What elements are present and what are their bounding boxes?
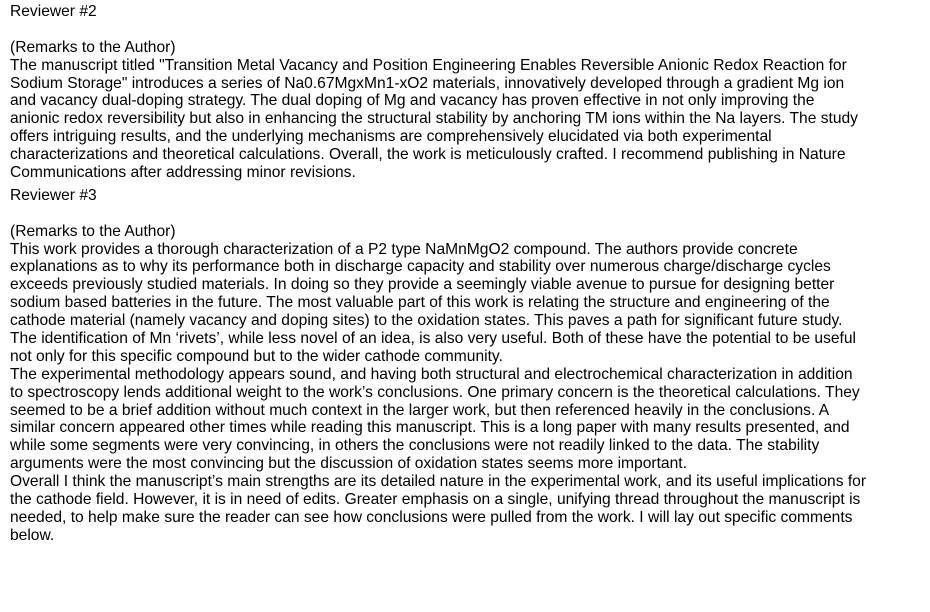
reviewer-3-line: not only for this specific compound but to the wider cathode community. [10,347,503,365]
reviewer-2-line: Sodium Storage" introduces a series of Na0.67MgxMn1-xO2 materials, innovatively developed through a gradient Mg ion [10,74,845,92]
reviewer-3-line: cathode material (namely vacancy and doping sites) to the oxidation states. This paves a path for significant future study. [10,312,843,330]
reviewer-2-heading: Reviewer #2 [10,3,97,20]
reviewer-3-line: Overall I think the manuscript’s main strengths are its detailed nature in the experimental work, and its useful implications for [10,473,867,491]
reviewer-3-line: below. [10,526,55,544]
reviewer-3-line: exceeds previously studied materials. In doing so they provide a seemingly viable avenue to pursue for designing better [10,276,835,294]
reviewer-2-line: anionic redox reversibility but also in enhancing the structural stability by anchoring TM ions within the Na layers. The study [10,110,858,128]
reviewer-2-line: Communications after addressing minor revisions. [10,164,356,182]
reviewer-2-line: The manuscript titled "Transition Metal Vacancy and Position Engineering Enables Reversible Anionic Redox Reaction for [10,56,847,74]
reviewer-3-line: This work provides a thorough characterization of a P2 type NaMnMgO2 compound. The authors provide concrete [10,240,798,258]
reviewer-3-line: The identification of Mn ‘rivets’, while less novel of an idea, is also very useful. Both of these have the potential to be useful [10,330,857,348]
reviewer-3-line: similar concern appeared other times while reading this manuscript. This is a long paper with many results presented, and [10,419,850,437]
reviewer-3-line: the cathode field. However, it is in need of edits. Greater emphasis on a single, unifying thread throughout the manuscript is [10,491,861,509]
reviewer-2-remarks-label: (Remarks to the Author) [10,38,176,56]
reviewer-3-line: explanations as to why its performance both in discharge capacity and stability over numerous charge/discharge cycles [10,258,831,276]
reviewer-2-body [10,57,926,182]
reviewer-2-line: characterizations and theoretical calculations. Overall, the work is meticulously crafted. I recommend publishing in Nature [10,146,846,164]
reviewer-3-line: while some segments were very convincing, in others the conclusions were not readily linked to the data. The stability [10,437,820,455]
reviewer-3-line: seemed to be a brief addition without much context in the larger work, but then referenced heavily in the conclusions. A [10,401,830,419]
reviewer-3-line: The experimental methodology appears sound, and having both structural and electrochemical characterization in addition [10,365,853,383]
reviewer-2-line: and vacancy dual-doping strategy. The dual doping of Mg and vacancy has proven effective in not only improving the [10,92,815,110]
spacer [10,21,926,39]
reviewer-3-body [10,241,926,545]
reviewer-3-line: to spectroscopy lends additional weight to the work’s conclusions. One primary concern is the theoretical calculations. They [10,383,860,401]
review-document [10,3,926,545]
reviewer-3-line: needed, to help make sure the reader can see how conclusions were pulled from the work. I will lay out specific comments [10,508,853,526]
clipped-text-fragment [10,182,926,187]
spacer [10,205,926,223]
reviewer-3-remarks-label: (Remarks to the Author) [10,222,176,240]
reviewer-3-line: arguments were the most convincing but the discussion of oxidation states seems more important. [10,455,687,473]
reviewer-3-heading: Reviewer #3 [10,186,97,204]
reviewer-2-line: offers intriguing results, and the underlying mechanisms are comprehensively elucidated via both experimental [10,128,772,146]
reviewer-3-line: sodium based batteries in the future. The most valuable part of this work is relating the structure and engineering of the [10,294,830,312]
